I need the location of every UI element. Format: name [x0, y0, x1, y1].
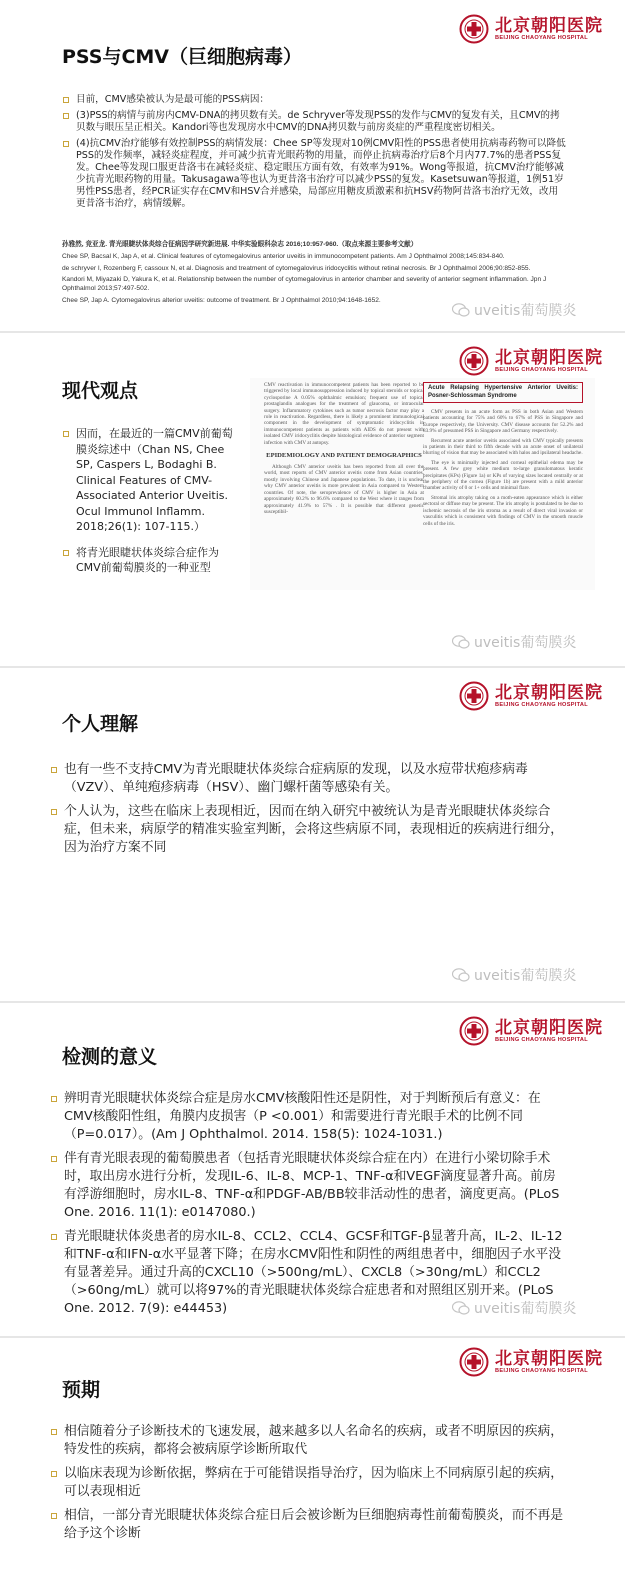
watermark [452, 632, 576, 652]
slide-expectation [0, 1339, 625, 1595]
paper-paragraph: CMV reactivation in immunocompetent patients has been reported to be triggered by local immunosuppression induced by topical steroids or topical cyclosporine A 0.05% ophthalmic emulsion; frequent use of topical prostaglandin analogues for the treatment of glaucoma, or intraocular surgery. Inflammatory cytokines such as tumor necrosis factor may play a role in reactivation. Regardless, there is likely a prominent immunological component in the development of symptomatic iridocyclitis in immunocompetent patients as patients with AIDS do not present with isolated CMV iridocyclitis despite histological evidence of anterior segment infection with CMV at autopsy. [264, 382, 424, 446]
reference-item: Chee SP, Bacsal K, Jap A, et al. Clinical features of cytomegalovirus anterior uveitis in immunocompetent patients. Am J Ophthalmol 2008;145:834-840. [62, 252, 505, 260]
slide-title: 现代观点 [62, 380, 139, 402]
slide-divider [0, 331, 625, 333]
list-item: 将青光眼睫状体炎综合症作为CMV前葡萄膜炎的一种亚型 [62, 545, 242, 576]
list-item: 相信，一部分青光眼睫状体炎综合症日后会被诊断为巨细胞病毒性前葡萄膜炎，而不再是给予这个诊断 [50, 1507, 565, 1543]
reference-item: de schryver I, Rozenberg F, cassoux N, et al. Diagnosis and treatment of cytomegalovirus iridocyclitis without retinal necrosis. Br J Ophthalmol 2006;90:852-855. [62, 264, 531, 272]
list-item: (4)抗CMV治疗能够有效控制PSS的病情发展：Chee SP等发现对10例CMV阳性的PSS患者使用抗病毒药物可以降低PSS的发作频率，减轻炎症程度，并可减少抗青光眼药物的用量，而停止抗病毒治疗后8个月内77.7%的患者PSS复发。Chee等发现口服更昔洛韦在减轻炎症、稳定眼压方面有效，有效率为91%。Wong等报道，抗CMV治疗能够减少抗青光眼药物的用量。Takusagawa等也认为更昔洛韦治疗可以减少PSS的复发。Kasetsuwan等报道，1例51岁男性PSS患者，经PCR证实存在CMV和HSV合并感染，局部应用糖皮质激素和抗HSV药物阿昔洛韦治疗无效，改用更昔洛韦治疗，病情缓解。 [62, 138, 567, 210]
slide-divider [0, 1336, 625, 1338]
paper-section-heading: EPIDEMIOLOGY AND PATIENT DEMOGRAPHICS [266, 452, 422, 460]
paper-paragraph: Although CMV anterior uveitis has been reported from all over the world, most reports of CMV anterior uveitis come from Asian countries, mostly involving Chinese and Japanese populations. To date, it is unclear why CMV anterior uveitis is more prevalent in Asia compared to Western countries. Of note, the seroprevalence of CMV is higher in Asia at approximately 60.2% to 96.6% compared to the West where it ranges from approximately 41.9% to 57% . It is possible that different genetic susceptibil- [264, 464, 424, 515]
bullet-list [50, 761, 565, 863]
paper-paragraph: Recurrent acute anterior uveitis associated with CMV typically presents in patients in their third to fifth decade with an acute onset of unilateral blurring of vision that may be associated with halos and ipsilateral headache. [423, 437, 583, 457]
watermark [452, 965, 576, 985]
wechat-icon [452, 303, 470, 317]
paper-paragraph: Stromal iris atrophy taking on a moth-eaten appearance which is either sectoral or diffuse may be present. The iris atrophy is postulated to be due to ischemic necrosis of the iris stroma as a result of direct viral invasion or vasculitis which is consistent with findings of CMV in the smooth muscle cells of the iris. [423, 494, 583, 527]
hospital-logo [459, 681, 603, 711]
reference-item: 孙雅然, 竞亚龙. 青光眼睫状体炎综合征病因学研究新进展. 中华实验眼科杂志 2016;10:957-960.（取点来源主要参考文献） [62, 241, 418, 248]
list-item: 伴有青光眼表现的葡萄膜患者（包括青光眼睫状体炎综合症在内）在进行小梁切除手术时，取出房水进行分析，发现IL-6、IL-8、MCP-1、TNF-α和VEGF滴度显著升高。前房有浮游细胞时，房水IL-8、TNF-α和PDGF-AB/BB较非活动性的患者，滴度更高。(PLoS One. 2016. 11(1): e0147080.) [50, 1150, 565, 1222]
paper-right-column [423, 382, 583, 530]
hospital-name-en: BEIJING CHAOYANG HOSPITAL [495, 1367, 588, 1374]
hospital-name-cn: 北京朝阳医院 [495, 15, 603, 36]
hospital-name-en: BEIJING CHAOYANG HOSPITAL [495, 1036, 588, 1043]
hospital-name-cn: 北京朝阳医院 [495, 1017, 603, 1038]
hospital-logo [459, 346, 603, 376]
list-item: 辨明青光眼睫状体炎综合症是房水CMV核酸阳性还是阴性，对于判断预后有意义：在CMV核酸阳性组，角膜内皮损害（P <0.001）和需要进行青光眼手术的比例不同（P=0.017）。(Am J Ophthalmol. 2014. 158(5): 1024-1031.) [50, 1090, 565, 1144]
slide-personal-view [0, 669, 625, 999]
paper-excerpt-image [250, 378, 595, 590]
watermark-text: uveitis葡萄膜炎 [474, 303, 577, 319]
slide-title: 预期 [62, 1379, 101, 1401]
reference-list [62, 241, 572, 309]
hospital-name-cn: 北京朝阳医院 [495, 1348, 603, 1369]
hospital-name-cn: 北京朝阳医院 [495, 682, 603, 703]
slide-pss-cmv [0, 0, 625, 330]
list-item: 目前，CMV感染被认为是最可能的PSS病因： [62, 94, 567, 106]
bullet-list [62, 426, 242, 586]
wechat-icon [452, 1301, 470, 1315]
slide-divider [0, 666, 625, 668]
list-item: 青光眼睫状体炎患者的房水IL-8、CCL2、CCL4、GCSF和TGF-β显著升高，IL-2、IL-12和TNF-α和IFN-α水平显著下降；在房水CMV阳性和阴性的两组患者中，细胞因子水平没有显著差异。通过升高的CXCL10（>500ng/mL）、CXCL8（>30ng/mL）和CCL2（>60ng/mL）就可以将97%的青光眼睫状体炎综合症患者和对照组区别开来。(PLoS One. 2012. 7(9): e44453) [50, 1228, 565, 1318]
hospital-emblem-icon [459, 681, 489, 711]
hospital-name-cn: 北京朝阳医院 [495, 347, 603, 368]
paper-left-column [264, 382, 424, 518]
slide-divider [0, 1001, 625, 1003]
slide-title: 检测的意义 [62, 1046, 158, 1068]
hospital-name-en: BEIJING CHAOYANG HOSPITAL [495, 34, 588, 41]
hospital-emblem-icon [459, 1016, 489, 1046]
paper-paragraph: CMV presents in an acute form as PSS in both Asian and Western patients accounting for 75% and 60% to 67% of PSS in Singapore and Europe respectively, the University. CMV disease accounts for 52.2% and 83.9% of presumed PSS in Singapore and Germany respectively. [423, 409, 583, 435]
bullet-list [50, 1423, 565, 1549]
slide-detection-significance [0, 1004, 625, 1334]
watermark-text: uveitis葡萄膜炎 [474, 1301, 577, 1317]
reference-item: Kandori M, Miyazaki D, Yakura K, et al. Relationship between the number of cytomegalovirus in anterior chamber and severity of anterior segment inflammation. Jpn J Ophthalmol 2013;57:497-502. [62, 276, 547, 292]
wechat-icon [452, 635, 470, 649]
hospital-logo [459, 1016, 603, 1046]
list-item: 也有一些不支持CMV为青光眼睫状体炎综合症病原的发现，以及水痘带状疱疹病毒（VZV）、单纯疱疹病毒（HSV）、幽门螺杆菌等感染有关。 [50, 761, 565, 797]
hospital-name-en: BEIJING CHAOYANG HOSPITAL [495, 366, 588, 373]
bullet-list [50, 1090, 565, 1324]
list-item: 相信随着分子诊断技术的飞速发展，越来越多以人名命名的疾病，或者不明原因的疾病，特发性的疾病，都将会被病原学诊断所取代 [50, 1423, 565, 1459]
hospital-name-en: BEIJING CHAOYANG HOSPITAL [495, 701, 588, 708]
hospital-emblem-icon [459, 1347, 489, 1377]
paper-box-title: Acute Relapsing Hypertensive Anterior Uveitis: Posner-Schlossman Syndrome [423, 382, 583, 403]
watermark-text: uveitis葡萄膜炎 [474, 635, 577, 651]
slide-title: PSS与CMV（巨细胞病毒） [62, 46, 302, 68]
hospital-emblem-icon [459, 14, 489, 44]
list-item: (3)PSS的病情与前房内CMV-DNA的拷贝数有关。de Schryver等发现PSS的发作与CMV的复发有关，且CMV的拷贝数与眼压呈正相关。Kandori等也发现房水中CMV的DNA拷贝数与前房炎症的严重程度密切相关。 [62, 110, 567, 134]
watermark [452, 300, 576, 320]
wechat-icon [452, 968, 470, 982]
watermark [452, 1298, 576, 1318]
reference-item: Chee SP, Jap A. Cytomegalovirus alterior uveitis: outcome of treatment. Br J Ophthalmol 2010;94:1648-1652. [62, 296, 381, 304]
hospital-logo [459, 14, 603, 44]
paper-paragraph: The eye is minimally injected and corneal epithelial edema may be present. A few grey white medium to-large granulomatous keratic precipitates (KPs) (Figure 1a) or KPs of varying sizes located centrally or at the periphery of the cornea (Figure 1b) are present with a mild anterior chamber activity of 0 or 1+ cells and minimal flare. [423, 459, 583, 492]
watermark-text: uveitis葡萄膜炎 [474, 968, 577, 984]
list-item: 以临床表现为诊断依据，弊病在于可能错误指导治疗，因为临床上不同病原引起的疾病，可以表现相近 [50, 1465, 565, 1501]
hospital-emblem-icon [459, 346, 489, 376]
hospital-logo [459, 1347, 603, 1377]
list-item: 个人认为，这些在临床上表现相近，因而在纳入研究中被统认为是青光眼睫状体炎综合症，但未来，病原学的精准实验室判断，会将这些病原不同，表现相近的疾病进行细分，因为治疗方案不同 [50, 803, 565, 857]
list-item: 因而，在最近的一篇CMV前葡萄膜炎综述中（Chan NS, Chee SP, Caspers L, Bodaghi B. Clinical Features of CMV-Associated Anterior Uveitis. Ocul Immunol Inflamm. 2018;26(1): 107-115.） [62, 426, 242, 535]
bullet-list [62, 94, 567, 214]
slide-title: 个人理解 [62, 713, 139, 735]
